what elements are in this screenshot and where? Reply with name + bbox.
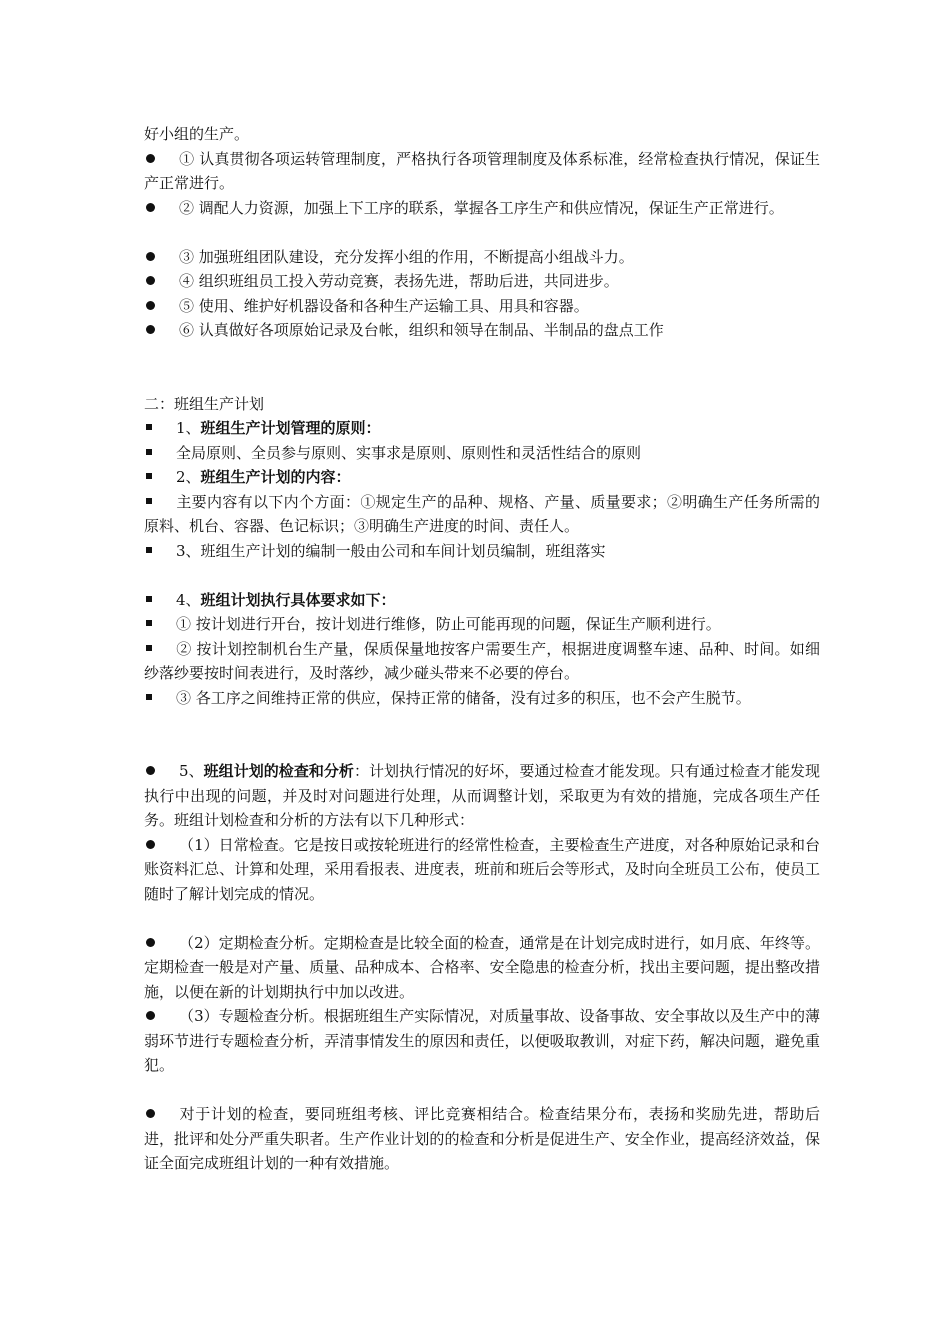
bullet-dot-icon bbox=[146, 252, 155, 261]
document-page bbox=[144, 122, 820, 1176]
plan-principle-title: 1、班组生产计划管理的原则： bbox=[144, 416, 820, 441]
blank-line bbox=[144, 906, 820, 931]
plan-compile-text: 3、班组生产计划的编制一般由公司和车间计划员编制，班组落实 bbox=[144, 539, 820, 564]
bullet-dot-icon bbox=[146, 938, 155, 947]
bullet-square-icon bbox=[146, 645, 152, 651]
bullet-square-icon bbox=[146, 596, 152, 602]
bullet-square-icon bbox=[146, 498, 152, 504]
intro-line: 好小组的生产。 bbox=[144, 125, 250, 143]
bullet-dot-icon bbox=[146, 301, 155, 310]
bullet-square-icon bbox=[146, 620, 152, 626]
blank-line bbox=[144, 563, 820, 588]
bullet-dot-icon bbox=[146, 154, 155, 163]
bullet-dot-icon bbox=[146, 840, 155, 849]
blank-line bbox=[144, 710, 820, 759]
bullet-dot-icon bbox=[146, 766, 155, 775]
duty-item-1: ① 认真贯彻各项运转管理制度，严格执行各项管理制度及体系标准，经常检查执行情况，保证生产正常进行。 bbox=[144, 149, 820, 192]
plan-execution-item-1: ① 按计划进行开台，按计划进行维修，防止可能再现的问题，保证生产顺利进行。 bbox=[144, 612, 820, 637]
duty-item-2: ② 调配人力资源，加强上下工序的联系，掌握各工序生产和供应情况，保证生产正常进行。 bbox=[144, 196, 820, 221]
bullet-square-icon bbox=[146, 449, 152, 455]
special-check-paragraph: （3）专题检查分析。根据班组生产实际情况，对质量事故、设备事故、安全事故以及生产中的薄弱环节进行专题检查分析，弄清事情发生的原因和责任，以便吸取教训，对症下药，解决问题，避免重犯。 bbox=[144, 1007, 820, 1074]
plan-principle-text: 全局原则、全员参与原则、实事求是原则、原则性和灵活性结合的原则 bbox=[144, 441, 820, 466]
blank-line bbox=[144, 343, 820, 392]
duty-item-6: ⑥ 认真做好各项原始记录及台帐，组织和领导在制品、半制品的盘点工作 bbox=[144, 318, 820, 343]
periodic-check-paragraph: （2）定期检查分析。定期检查是比较全面的检查，通常是在计划完成时进行，如月底、年终等。定期检查一般是对产量、质量、品种成本、合格率、安全隐患的检查分析，找出主要问题，提出整改措施，以便在新的计划期执行中加以改进。 bbox=[144, 933, 820, 1001]
bullet-square-icon bbox=[146, 694, 152, 700]
plan-execution-item-3: ③ 各工序之间维持正常的供应，保持正常的储备，没有过多的积压，也不会产生脱节。 bbox=[144, 686, 820, 711]
blank-line bbox=[144, 1078, 820, 1103]
plan-content-text: 主要内容有以下内个方面：①规定生产的品种、规格、产量、质量要求；②明确生产任务所需的原料、机台、容器、色记标识；③明确生产进度的时间、责任人。 bbox=[144, 492, 820, 535]
plan-content-title: 2、班组生产计划的内容： bbox=[144, 465, 820, 490]
bullet-dot-icon bbox=[146, 1011, 155, 1020]
daily-check-paragraph: （1）日常检查。它是按日或按轮班进行的经常性检查，主要检查生产进度，对各种原始记录和台账资料汇总、计算和处理，采用看报表、进度表，班前和班后会等形式，及时向全班员工公布，使员工随时了解计划完成的情况。 bbox=[144, 835, 820, 903]
bullet-dot-icon bbox=[146, 1109, 155, 1118]
check-summary-paragraph: 对于计划的检查，要同班组考核、评比竞赛相结合。检查结果分布，表扬和奖励先进，帮助后进，批评和处分严重失职者。生产作业计划的的检查和分析是促进生产、安全作业，提高经济效益，保证全面完成班组计划的一种有效措施。 bbox=[144, 1105, 820, 1172]
section-heading: 二：班组生产计划 bbox=[144, 394, 265, 413]
duty-item-4: ④ 组织班组员工投入劳动竞赛，表扬先进，帮助后进，共同进步。 bbox=[144, 269, 820, 294]
bullet-square-icon bbox=[146, 424, 152, 430]
blank-line bbox=[144, 220, 820, 245]
bullet-dot-icon bbox=[146, 325, 155, 334]
bullet-square-icon bbox=[146, 473, 152, 479]
check-analysis-paragraph: 5、班组计划的检查和分析：计划执行情况的好坏，要通过检查才能发现。只有通过检查才能发现执行中出现的问题，并及时对问题进行处理，从而调整计划，采取更为有效的措施，完成各项生产任务。班组计划检查和分析的方法有以下几种形式： bbox=[144, 762, 820, 829]
duty-item-5: ⑤ 使用、维护好机器设备和各种生产运输工具、用具和容器。 bbox=[144, 294, 820, 319]
bullet-dot-icon bbox=[146, 203, 155, 212]
bullet-dot-icon bbox=[146, 276, 155, 285]
plan-execution-title: 4、班组计划执行具体要求如下： bbox=[144, 588, 820, 613]
plan-execution-item-2: ② 按计划控制机台生产量，保质保量地按客户需要生产，根据进度调整车速、品种、时间。如细纱落纱要按时间表进行，及时落纱，减少碰头带来不必要的停台。 bbox=[144, 639, 820, 682]
bullet-square-icon bbox=[146, 547, 152, 553]
duty-item-3: ③ 加强班组团队建设，充分发挥小组的作用，不断提高小组战斗力。 bbox=[144, 245, 820, 270]
